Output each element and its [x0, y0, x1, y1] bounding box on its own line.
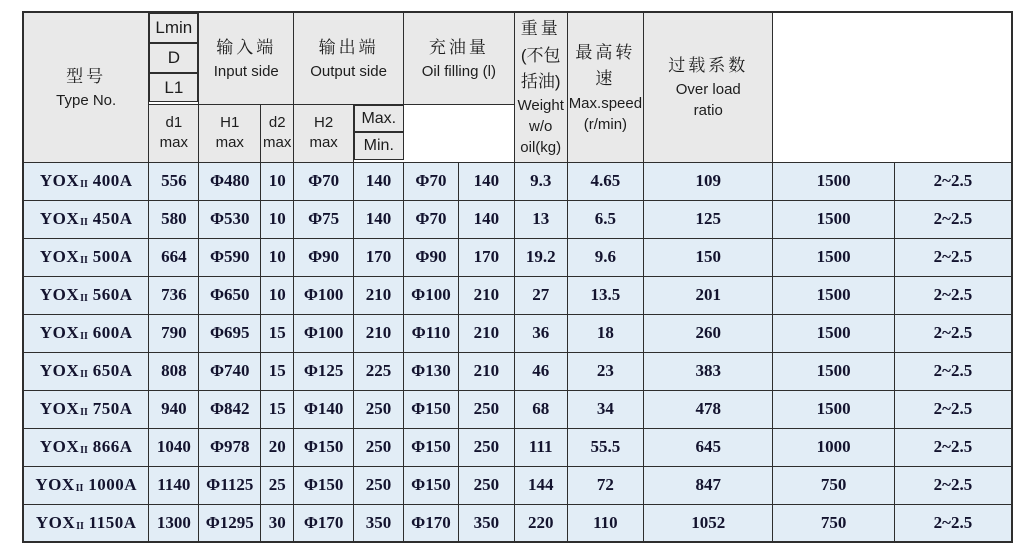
col-header-h2-max	[294, 104, 354, 162]
table-body	[23, 162, 1012, 542]
cell-lmin: 1140	[149, 466, 199, 504]
cell-d2-max: Φ150	[404, 466, 459, 504]
cell-overload-ratio: 2~2.5	[894, 504, 1012, 542]
cell-d2-max: Φ170	[404, 504, 459, 542]
cell-d2-max: Φ150	[404, 390, 459, 428]
cell-oil-min: 6.5	[567, 200, 643, 238]
cell-type-no: YOXII 600A	[23, 314, 149, 352]
table-header	[23, 12, 1012, 162]
d1-max-label: max	[159, 134, 188, 151]
cell-l1: 15	[261, 352, 294, 390]
cell-h2-max: 170	[458, 238, 514, 276]
cell-max-speed: 1500	[773, 238, 894, 276]
cell-d2-max: Φ130	[404, 352, 459, 390]
cell-oil-max: 19.2	[514, 238, 567, 276]
cell-h1-max: 250	[354, 428, 404, 466]
cell-d1-max: Φ90	[294, 238, 354, 276]
cell-oil-min: 9.6	[567, 238, 643, 276]
col-header-oil-filling	[404, 12, 515, 104]
cell-weight: 645	[644, 428, 773, 466]
cell-max-speed: 1000	[773, 428, 894, 466]
cell-l1: 15	[261, 390, 294, 428]
col-header-max-speed	[567, 12, 643, 162]
cell-type-no: YOXII 500A	[23, 238, 149, 276]
cell-max-speed: 1500	[773, 162, 894, 200]
col-header-d2-max	[261, 104, 294, 162]
spec-table	[22, 11, 1013, 543]
cell-overload-ratio: 2~2.5	[894, 162, 1012, 200]
cell-d1-max: Φ150	[294, 466, 354, 504]
table-row	[23, 314, 1012, 352]
cell-overload-ratio: 2~2.5	[894, 352, 1012, 390]
cell-oil-min: 23	[567, 352, 643, 390]
cell-d2-max: Φ150	[404, 428, 459, 466]
cell-oil-max: 111	[514, 428, 567, 466]
cell-lmin: 790	[149, 314, 199, 352]
cell-h1-max: 250	[354, 390, 404, 428]
cell-overload-ratio: 2~2.5	[894, 390, 1012, 428]
col-header-lmin: Lmin	[149, 13, 198, 43]
cell-weight: 201	[644, 276, 773, 314]
cell-d1-max: Φ75	[294, 200, 354, 238]
cell-lmin: 1300	[149, 504, 199, 542]
cell-type-no: YOXII 650A	[23, 352, 149, 390]
cell-l1: 10	[261, 276, 294, 314]
cell-max-speed: 1500	[773, 390, 894, 428]
cell-lmin: 940	[149, 390, 199, 428]
cell-max-speed: 750	[773, 504, 894, 542]
cell-type-no: YOXII 450A	[23, 200, 149, 238]
h1-label: H1	[220, 113, 240, 131]
col-header-overload-ratio	[644, 12, 773, 162]
weight-label-en1: Weight	[517, 97, 564, 115]
weight-label-en2: w/o oil(kg)	[520, 118, 562, 157]
cell-l1: 30	[261, 504, 294, 542]
cell-overload-ratio: 2~2.5	[894, 276, 1012, 314]
cell-l1: 10	[261, 238, 294, 276]
cell-oil-max: 27	[514, 276, 567, 314]
cell-h2-max: 210	[458, 314, 514, 352]
weight-label-zh2: (不包括油)	[520, 45, 561, 91]
output-side-label-zh: 输出端	[318, 37, 379, 57]
cell-d: Φ1125	[199, 466, 261, 504]
type-no-label-en: Type No.	[56, 91, 117, 109]
cell-type-no: YOXII 1000A	[23, 466, 149, 504]
cell-d: Φ480	[199, 162, 261, 200]
cell-max-speed: 750	[773, 466, 894, 504]
cell-lmin: 556	[149, 162, 199, 200]
cell-l1: 10	[261, 200, 294, 238]
table-row	[23, 238, 1012, 276]
cell-d: Φ590	[199, 238, 261, 276]
cell-max-speed: 1500	[773, 352, 894, 390]
cell-h1-max: 210	[354, 276, 404, 314]
cell-d2-max: Φ90	[404, 238, 459, 276]
oil-filling-label-en: Oil filling (l)	[421, 62, 496, 80]
cell-overload-ratio: 2~2.5	[894, 238, 1012, 276]
cell-oil-min: 72	[567, 466, 643, 504]
cell-oil-max: 46	[514, 352, 567, 390]
cell-d: Φ530	[199, 200, 261, 238]
cell-oil-min: 13.5	[567, 276, 643, 314]
cell-h2-max: 250	[458, 428, 514, 466]
cell-lmin: 808	[149, 352, 199, 390]
input-side-label-zh: 输入端	[216, 37, 277, 57]
cell-type-no: YOXII 1150A	[23, 504, 149, 542]
cell-h2-max: 210	[458, 352, 514, 390]
table-row	[23, 200, 1012, 238]
table-row	[23, 504, 1012, 542]
overload-label-en1: Over load	[675, 81, 741, 99]
table-row	[23, 390, 1012, 428]
col-header-type-no	[23, 12, 149, 162]
cell-weight: 150	[644, 238, 773, 276]
cell-lmin: 580	[149, 200, 199, 238]
cell-h1-max: 225	[354, 352, 404, 390]
cell-oil-min: 18	[567, 314, 643, 352]
table-row	[23, 428, 1012, 466]
cell-d1-max: Φ125	[294, 352, 354, 390]
cell-max-speed: 1500	[773, 276, 894, 314]
overload-label-zh: 过载系数	[668, 56, 749, 76]
cell-d2-max: Φ100	[404, 276, 459, 314]
cell-d1-max: Φ70	[294, 162, 354, 200]
weight-label-zh1: 重量	[520, 19, 561, 39]
col-header-h1-max	[199, 104, 261, 162]
h2-label: H2	[314, 113, 334, 131]
cell-h2-max: 140	[458, 200, 514, 238]
cell-h2-max: 250	[458, 390, 514, 428]
cell-d2-max: Φ70	[404, 200, 459, 238]
cell-h1-max: 210	[354, 314, 404, 352]
cell-weight: 125	[644, 200, 773, 238]
cell-l1: 20	[261, 428, 294, 466]
col-header-oil-max: Max.	[354, 105, 403, 133]
cell-d1-max: Φ100	[294, 276, 354, 314]
cell-weight: 847	[644, 466, 773, 504]
col-header-output-side	[294, 12, 404, 104]
oil-filling-label-zh: 充油量	[428, 37, 489, 57]
table-row	[23, 276, 1012, 314]
output-side-label-en: Output side	[310, 62, 387, 80]
spec-table-wrapper	[22, 11, 1013, 543]
cell-oil-min: 4.65	[567, 162, 643, 200]
cell-h2-max: 350	[458, 504, 514, 542]
col-header-weight	[514, 12, 567, 162]
cell-oil-min: 34	[567, 390, 643, 428]
cell-overload-ratio: 2~2.5	[894, 466, 1012, 504]
cell-type-no: YOXII 866A	[23, 428, 149, 466]
cell-type-no: YOXII 400A	[23, 162, 149, 200]
max-speed-label-en2: (r/min)	[583, 115, 628, 133]
cell-h1-max: 250	[354, 466, 404, 504]
overload-label-en2: ratio	[693, 102, 723, 120]
cell-h2-max: 210	[458, 276, 514, 314]
col-header-d: D	[149, 43, 198, 73]
cell-h2-max: 250	[458, 466, 514, 504]
cell-weight: 383	[644, 352, 773, 390]
cell-d1-max: Φ140	[294, 390, 354, 428]
cell-oil-max: 36	[514, 314, 567, 352]
cell-l1: 15	[261, 314, 294, 352]
input-side-label-en: Input side	[213, 62, 279, 80]
cell-d: Φ1295	[199, 504, 261, 542]
cell-overload-ratio: 2~2.5	[894, 200, 1012, 238]
cell-weight: 1052	[644, 504, 773, 542]
cell-oil-max: 9.3	[514, 162, 567, 200]
cell-weight: 109	[644, 162, 773, 200]
col-header-d1-max	[149, 104, 199, 162]
cell-type-no: YOXII 560A	[23, 276, 149, 314]
cell-d2-max: Φ110	[404, 314, 459, 352]
cell-lmin: 1040	[149, 428, 199, 466]
d1-label: d1	[165, 113, 183, 131]
cell-oil-max: 13	[514, 200, 567, 238]
cell-h1-max: 170	[354, 238, 404, 276]
h2-max-label: max	[309, 134, 338, 151]
h1-max-label: max	[215, 134, 244, 151]
cell-l1: 25	[261, 466, 294, 504]
cell-d: Φ978	[199, 428, 261, 466]
cell-d: Φ842	[199, 390, 261, 428]
table-row	[23, 352, 1012, 390]
cell-lmin: 664	[149, 238, 199, 276]
cell-max-speed: 1500	[773, 200, 894, 238]
d2-label: d2	[268, 113, 286, 131]
d2-max-label: max	[263, 134, 292, 151]
max-speed-label-zh: 最高转速	[575, 42, 636, 89]
cell-d: Φ740	[199, 352, 261, 390]
cell-d1-max: Φ100	[294, 314, 354, 352]
table-row	[23, 162, 1012, 200]
col-header-input-side	[199, 12, 294, 104]
cell-weight: 478	[644, 390, 773, 428]
cell-oil-min: 55.5	[567, 428, 643, 466]
cell-weight: 260	[644, 314, 773, 352]
cell-d: Φ650	[199, 276, 261, 314]
cell-overload-ratio: 2~2.5	[894, 428, 1012, 466]
cell-l1: 10	[261, 162, 294, 200]
table-row	[23, 466, 1012, 504]
cell-max-speed: 1500	[773, 314, 894, 352]
cell-d1-max: Φ170	[294, 504, 354, 542]
cell-d2-max: Φ70	[404, 162, 459, 200]
cell-oil-max: 144	[514, 466, 567, 504]
cell-h1-max: 140	[354, 200, 404, 238]
cell-d1-max: Φ150	[294, 428, 354, 466]
cell-overload-ratio: 2~2.5	[894, 314, 1012, 352]
cell-oil-max: 220	[514, 504, 567, 542]
cell-type-no: YOXII 750A	[23, 390, 149, 428]
type-no-label-zh: 型号	[66, 66, 107, 86]
max-speed-label-en1: Max.speed	[568, 94, 643, 112]
cell-oil-max: 68	[514, 390, 567, 428]
cell-oil-min: 110	[567, 504, 643, 542]
cell-d: Φ695	[199, 314, 261, 352]
col-header-oil-min: Min.	[354, 132, 403, 160]
col-header-l1: L1	[149, 73, 198, 103]
cell-lmin: 736	[149, 276, 199, 314]
cell-h2-max: 140	[458, 162, 514, 200]
cell-h1-max: 350	[354, 504, 404, 542]
cell-h1-max: 140	[354, 162, 404, 200]
